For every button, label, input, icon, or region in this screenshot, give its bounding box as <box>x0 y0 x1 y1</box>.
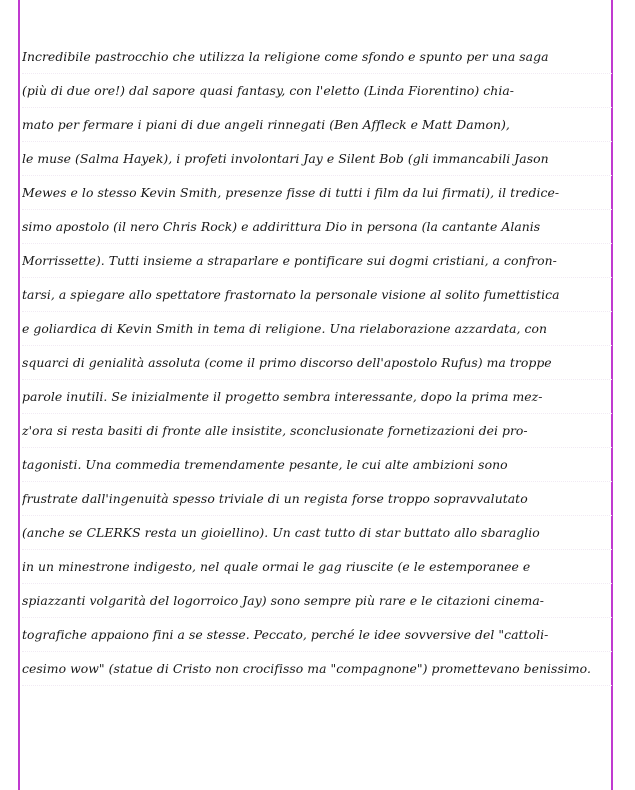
text-line: simo apostolo (il nero Chris Rock) e addirittura Dio in persona (la cantante Alanis <box>22 210 612 244</box>
text-line: (più di due ore!) dal sapore quasi fantasy, con l'eletto (Linda Fiorentino) chia- <box>22 74 612 108</box>
text-line: squarci di genialità assoluta (come il primo discorso dell'apostolo Rufus) ma troppe <box>22 346 612 380</box>
text-line: cesimo wow" (statue di Cristo non crocifisso ma "compagnone") promettevano benissimo. <box>22 652 612 686</box>
handwritten-text <box>22 40 612 686</box>
text-line: frustrate dall'ingenuità spesso triviale di un regista forse troppo sopravvalutato <box>22 482 612 516</box>
text-line: tarsi, a spiegare allo spettatore frastornato la personale visione al solito fumettistica <box>22 278 612 312</box>
text-line: mato per fermare i piani di due angeli rinnegati (Ben Affleck e Matt Damon), <box>22 108 612 142</box>
text-line: tografiche appaiono fini a se stesse. Peccato, perché le idee sovversive del "cattoli- <box>22 618 612 652</box>
text-line: Morrissette). Tutti insieme a straparlare e pontificare sui dogmi cristiani, a confron- <box>22 244 612 278</box>
text-line: (anche se CLERKS resta un gioiellino). Un cast tutto di star buttato allo sbaraglio <box>22 516 612 550</box>
text-line: in un minestrone indigesto, nel quale ormai le gag riuscite (e le estemporanee e <box>22 550 612 584</box>
text-line: z'ora si resta basiti di fronte alle insistite, sconclusionate fornetizazioni dei pro- <box>22 414 612 448</box>
left-margin-rule <box>18 0 20 790</box>
text-line: parole inutili. Se inizialmente il progetto sembra interessante, dopo la prima mez- <box>22 380 612 414</box>
text-line: Mewes e lo stesso Kevin Smith, presenze fisse di tutti i film da lui firmati), il tredice- <box>22 176 612 210</box>
text-line: Incredibile pastrocchio che utilizza la religione come sfondo e spunto per una saga <box>22 40 612 74</box>
text-line: e goliardica di Kevin Smith in tema di religione. Una rielaborazione azzardata, con <box>22 312 612 346</box>
text-line: le muse (Salma Hayek), i profeti involontari Jay e Silent Bob (gli immancabili Jason <box>22 142 612 176</box>
text-line: tagonisti. Una commedia tremendamente pesante, le cui alte ambizioni sono <box>22 448 612 482</box>
text-line: spiazzanti volgarità del logorroico Jay) sono sempre più rare e le citazioni cinema- <box>22 584 612 618</box>
